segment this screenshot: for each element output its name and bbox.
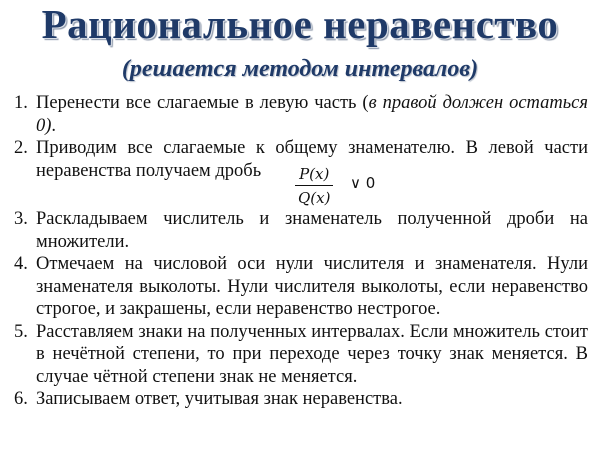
step-number: 4. — [14, 254, 28, 274]
step-item — [14, 321, 588, 389]
step-item — [14, 208, 588, 253]
step-text: Приводим все слагаемые к общему знаменателю. В левой части неравенства получаем дробь — [36, 138, 588, 181]
step-number: 2. — [14, 138, 28, 158]
step-text: Расставляем знаки на полученных интервалах. Если множитель стоит в нечётной степени, то при переходе через точку знак меняется. В случае чётной степени знак не меняется. — [36, 321, 588, 387]
fraction-formula — [295, 165, 333, 207]
slide-title: Рациональное неравенство — [41, 1, 559, 47]
step-item — [14, 92, 588, 137]
slide-subtitle: (решается методом интервалов) — [121, 56, 479, 82]
step-text-part: . — [51, 115, 57, 136]
step-item — [14, 253, 588, 321]
step-number: 1. — [14, 93, 28, 113]
step-text: Записываем ответ, учитывая знак неравенства. — [36, 389, 403, 409]
step-text — [36, 93, 588, 136]
step-text: Отмечаем на числовой оси нули числителя и знаменателя. Нули знаменателя выколоты. Нули числителя выколоты, если неравенство строгое, и закрашены, если неравенство нестрогое. — [36, 254, 588, 319]
fraction-numerator: P(x) — [295, 165, 333, 186]
step-number: 6. — [14, 389, 28, 409]
step-text-part: Перенести все слагаемые в левую часть ( — [36, 93, 369, 113]
steps-list — [14, 92, 588, 411]
step-text-italic: в правой должен остаться 0) — [36, 93, 588, 136]
comparison-sign: ∨ 0 — [350, 174, 376, 192]
step-text: Раскладываем числитель и знаменатель полученной дроби на множители. — [36, 209, 588, 252]
step-item — [14, 137, 588, 208]
step-item — [14, 388, 588, 411]
step-number: 3. — [14, 209, 28, 229]
fraction-denominator: Q(x) — [298, 189, 331, 207]
step-number: 5. — [14, 321, 28, 342]
